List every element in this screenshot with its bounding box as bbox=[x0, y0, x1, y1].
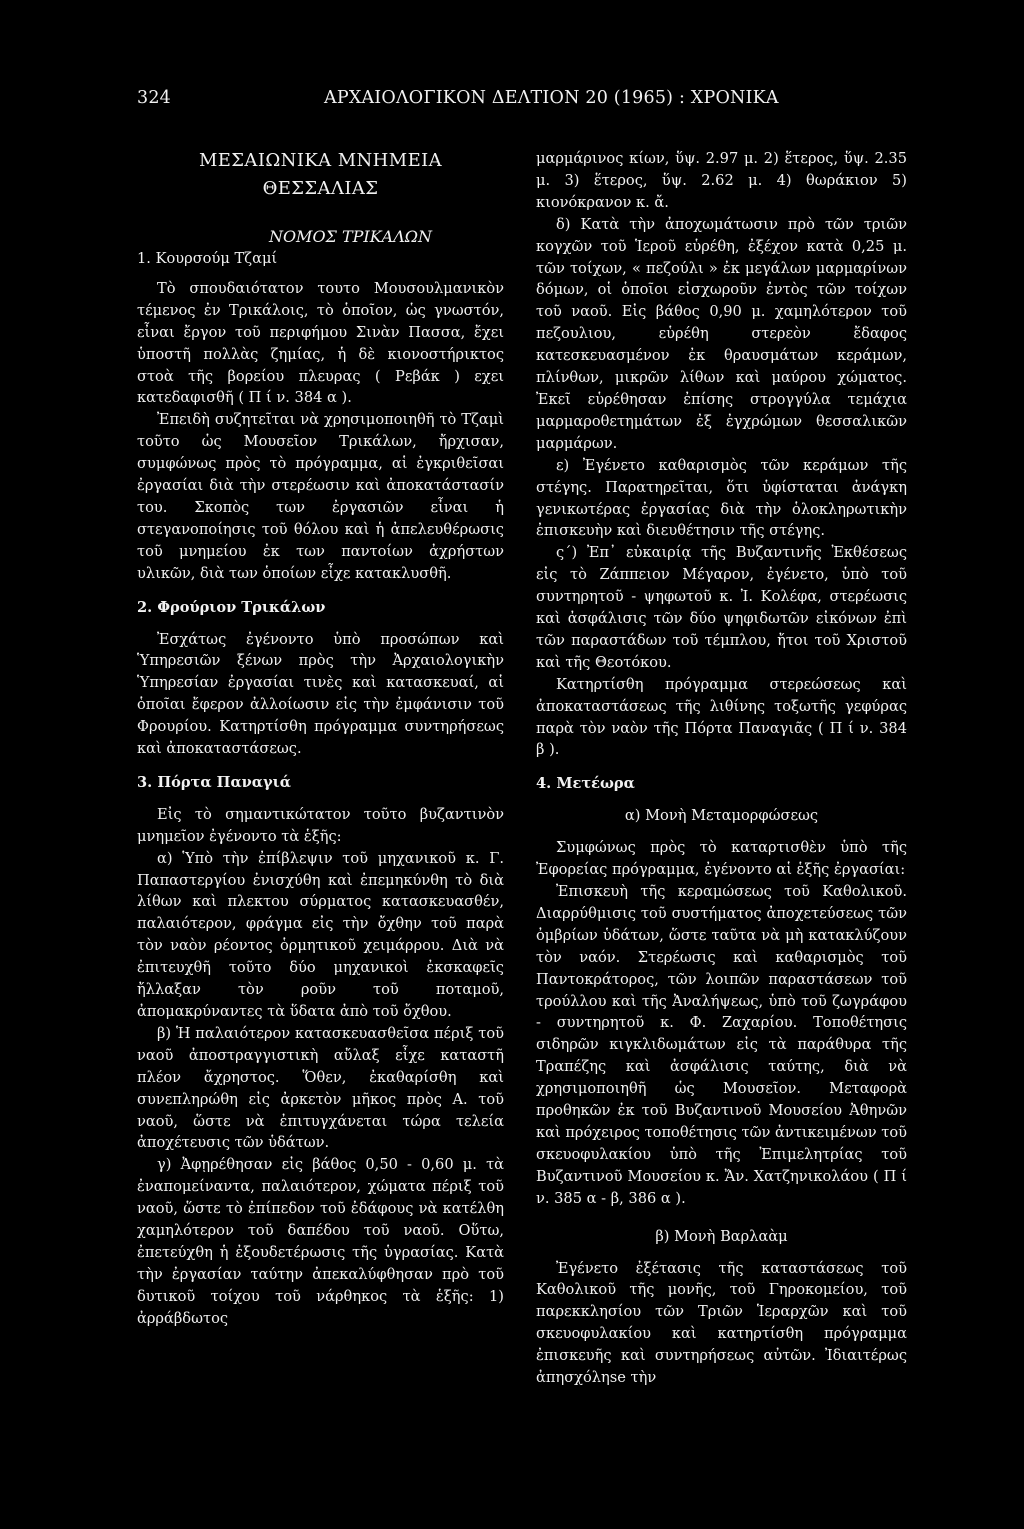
paragraph: δ) Κατὰ τὴν ἀποχωμάτωσιν πρὸ τῶν τριῶν κογχῶν τοῦ Ἱεροῦ εὑρέθη, ἐξέχον κατὰ 0,25 μ. τῶν τοίχων, « πεζούλι » ἐκ μεγάλων μαρμαρίνων δόμων, οἱ ὁποῖοι εἰσχωροῦν ἐντὸς τῶν τοίχων τοῦ ναοῦ. Εἰς βάθος 0,90 μ. χαμηλότερον τοῦ πεζουλιου, εὑρέθη στερεὸν ἔδαφος κατεσκευασμένον ἐκ θραυσμάτων κεράμων, πλίνθων, μικρῶν λίθων καὶ μαύρου χώματος. Ἐκεῖ εὑρέθησαν ἐπίσης στρογγύλα τεμάχια μαρμαροθετημάτων ἐξ ἐγχρώμων θεσσαλικῶν μαρμάρων. bbox=[536, 215, 907, 452]
region-title: ΘΕΣΣΑΛΙΑΣ bbox=[262, 178, 379, 199]
paragraph: Ἐπισκευὴ τῆς κεραμώσεως τοῦ Καθολικοῦ. Διαρρύθμισις τοῦ συστήματος ἀποχετεύσεως τῶν ὀμβρίων ὑδάτων, ὥστε ταῦτα νὰ μὴ κατακλύζουν τὸν ναόν. Στερέωσις καὶ καθαρισμὸς τοῦ Παντοκράτορος, τῶν λοιπῶν παραστάσεων τοῦ τρούλλου καὶ τῆς Ἀναλήψεως, ὑπὸ τοῦ ζωγράφου - συντηρητοῦ κ. Φ. Ζαχαρίου. Τοποθέτησις σιδηρῶν κιγκλιδωμάτων εἰς τὰ παράθυρα τῆς Τραπέζης καὶ ἀσφάλισις ταύτης, διὰ νὰ χρησιμοποιηθῆ ὡς Μουσεῖον. Μεταφορὰ προθηκῶν ἐκ τοῦ Βυζαντινοῦ Μουσείου Ἀθηνῶν καὶ πρόχειρος τοποθέτησις τῶν ἀντικειμένων τοῦ σκευοφυλακίου ὑπὸ τῆς Ἐπιμελητρίας τοῦ Βυζαντινοῦ Μουσείου κ. Ἄν. Χατζηνικολάου ( Π ί ν. 385 α - β, 386 α ). bbox=[536, 883, 907, 1207]
item-heading-kursum-mosque: 1. Κουρσούμ Τζαμί bbox=[137, 250, 278, 267]
paragraph: Ἐπειδὴ συζητεῖται νὰ χρησιμοποιηθῆ τὸ Τζαμὶ τοῦτο ὡς Μουσεῖον Τρικάλων, ἤρχισαν, συμφώνως πρὸς τὸ πρόγραμμα, αἱ ἐγκριθεῖσαι ἐργασίαι διὰ τὴν στερέωσιν καὶ ἀποκατάστασίν του. Σκοπὸς των ἐργασιῶν εἶναι ἡ στεγανοποίησις τοῦ θόλου καὶ ἡ ἀπελευθέρωσις τοῦ μνημείου ἐκ των παντοίων ἀχρήστων υλικῶν, διὰ των ὁποίων εἶχε κατακλυσθῆ. bbox=[137, 411, 504, 582]
item-heading-porta-panagia: 3. Πόρτα Παναγιά bbox=[137, 773, 291, 791]
item-heading-trikala-fortress: 2. Φρούριον Τρικάλων bbox=[137, 598, 326, 616]
paragraph: Κατηρτίσθη πρόγραμμα στερεώσεως καὶ ἀποκαταστάσεως τῆς λιθίνης τοξωτῆς γεφύρας παρὰ τὸν ναὸν τῆς Πόρτα Παναγιᾶς ( Π ί ν. 384 β ). bbox=[536, 675, 907, 759]
left-column bbox=[137, 148, 504, 1330]
paragraph: ς΄) Ἐπ᾽ εὐκαιρίᾳ τῆς Βυζαντινῆς Ἐκθέσεως εἰς τὸ Ζάππειον Μέγαρον, ἐγένετο, ὑπὸ τοῦ συντηρητοῦ - ψηφωτοῦ κ. Ἰ. Κολέφα, στερέωσις καὶ ἀσφάλισις τῶν δύο ψηφιδωτῶν εἰκόνων ἐπὶ τῶν παραστάδων τοῦ τέμπλου, ἤτοι τοῦ Χριστοῦ καὶ τῆς Θεοτόκου. bbox=[536, 544, 907, 671]
nomos-title: ΝΟΜΟΣ ΤΡΙΚΑΛΩΝ bbox=[268, 227, 433, 246]
right-column bbox=[536, 148, 907, 1389]
paragraph: μαρμάρινος κίων, ὕψ. 2.97 μ. 2) ἕτερος, ὕψ. 2.35 μ. 3) ἕτερος, ὕψ. 2.62 μ. 4) θωράκιον 5) κιονόκρανον κ. ἄ. bbox=[536, 150, 907, 211]
subheading-metamorphosis-monastery: α) Μονὴ Μεταμορφώσεως bbox=[624, 807, 819, 825]
paragraph: α) Ὑπὸ τὴν ἐπίβλεψιν τοῦ μηχανικοῦ κ. Γ. Παπαστεργίου ἐνισχύθη καὶ ἐπεμηκύνθη τὸ διὰ λίθων καὶ πλεκτου σύρματος κατασκευασθέν, παλαιότερον, φράγμα εἰς τὴν ὄχθην τοῦ παρὰ τὸν ναὸν ρέοντος ὁρμητικοῦ χειμάρρου. Διὰ νὰ ἐπιτευχθῆ τοῦτο δύο μηχανικοὶ ἐκσκαφεῖς ἤλλαξαν τὸν ροῦν τοῦ ποταμοῦ, ἀπομακρύναντες τὰ ὕδατα ἀπὸ τοῦ ὄχθου. bbox=[137, 849, 504, 1020]
page-number: 324 bbox=[137, 88, 172, 108]
subheading-varlaam-monastery: β) Μονὴ Βαρλαὰμ bbox=[655, 1227, 788, 1245]
paragraph: β) Ἡ παλαιότερον κατασκευασθεῖσα πέριξ τοῦ ναοῦ ἀποστραγγιστικὴ αὔλαξ εἶχε καταστῆ πλέον ἄχρηστος. Ὅθεν, ἐκαθαρίσθη καὶ συνεπληρώθη εἰς ἀρκετὸν μῆκος πρὸς Α. τοῦ ναοῦ, ὥστε νὰ ἐπιτυγχάνεται τώρα τελεία ἀποχέτευσις τῶν ὑδάτων. bbox=[137, 1024, 504, 1152]
item-heading-meteora: 4. Μετέωρα bbox=[536, 775, 635, 793]
paragraph: Ἐσχάτως ἐγένοντο ὑπὸ προσώπων καὶ Ὑπηρεσιῶν ξένων πρὸς τὴν Ἀρχαιολογικὴν Ὑπηρεσίαν ἐργασίαι τινὲς καὶ κατασκευαί, αἱ ὁποῖαι ἔφερον ἀλλοίωσιν εἰς τὴν ἐμφάνισιν τοῦ Φρουρίου. Κατηρτίσθη πρόγραμμα συντηρήσεως καὶ ἀποκαταστάσεως. bbox=[137, 630, 504, 758]
paragraph: Τὸ σπουδαιότατον τουτο Μουσουλμανικὸν τέμενος ἐν Τρικάλοις, τὸ ὁποῖον, ὡς γνωστόν, εἶναι ἔργον τοῦ περιφήμου Σινὰν Πασσα, ἔχει ὑποστῆ πολλὰς ζημίας, ἡ δὲ κιονοστήρικτος στοὰ τῆς βορείου πλευρας ( Ρεβάκ ) εχει κατεδαφισθῆ ( Π ί ν. 384 α ). bbox=[137, 279, 504, 407]
paragraph: Εἰς τὸ σημαντικώτατον τοῦτο βυζαντινὸν μνημεῖον ἐγένοντο τὰ ἑξῆς: bbox=[137, 805, 504, 845]
paragraph: Συμφώνως πρὸς τὸ καταρτισθὲν ὑπὸ τῆς Ἐφορείας πρόγραμμα, ἐγένοντο αἱ ἑξῆς ἐργασίαι: bbox=[536, 839, 907, 879]
paragraph: ε) Ἐγένετο καθαρισμὸς τῶν κεράμων τῆς στέγης. Παρατηρεῖται, ὅτι ὑφίσταται ἀνάγκη γενικωτέρας ἐργασίας διὰ τὴν ὁλοκληρωτικὴν ἐπισκευὴν καὶ διευθέτησιν τῆς στέγης. bbox=[536, 456, 907, 540]
journal-title: ΑΡΧΑΙΟΛΟΓΙΚΟΝ ΔΕΛΤΙΟΝ 20 (1965) : ΧΡΟΝΙΚΑ bbox=[324, 88, 779, 108]
paragraph: γ) Ἀφῃρέθησαν εἰς βάθος 0,50 - 0,60 μ. τὰ ἐναπομείναντα, παλαιότερον, χώματα πέριξ τοῦ ναοῦ, ὥστε τὸ ἐπίπεδον τοῦ ἐδάφους νὰ κατέλθη χαμηλότερον τοῦ δαπέδου τοῦ ναοῦ. Οὕτω, ἐπετεύχθη ἡ ἐξουδετέρωσις τῆς ὑγρασίας. Κατὰ τὴν ἐργασίαν ταύτην ἀπεκαλύφθησαν πρὸ τοῦ δυτικοῦ τοίχου τοῦ νάρθηκος τὰ ἑξῆς: 1) ἀρράβδωτος bbox=[137, 1156, 504, 1327]
paragraph: Ἐγένετο ἐξέτασις τῆς καταστάσεως τοῦ Καθολικοῦ τῆς μονῆς, τοῦ Γηροκομείου, τοῦ παρεκκλησίου τῶν Τριῶν Ἱεραρχῶν καὶ τοῦ σκευοφυλακίου καὶ κατηρτίσθη πρόγραμμα ἐπισκευῆς καὶ συντηρήσεως αὐτῶν. Ἰδιαιτέρως ἀπησχόληse τὴν bbox=[536, 1259, 907, 1387]
section-title: ΜΕΣΑΙΩΝΙΚΑ ΜΝΗΜΕΙΑ bbox=[198, 150, 443, 171]
